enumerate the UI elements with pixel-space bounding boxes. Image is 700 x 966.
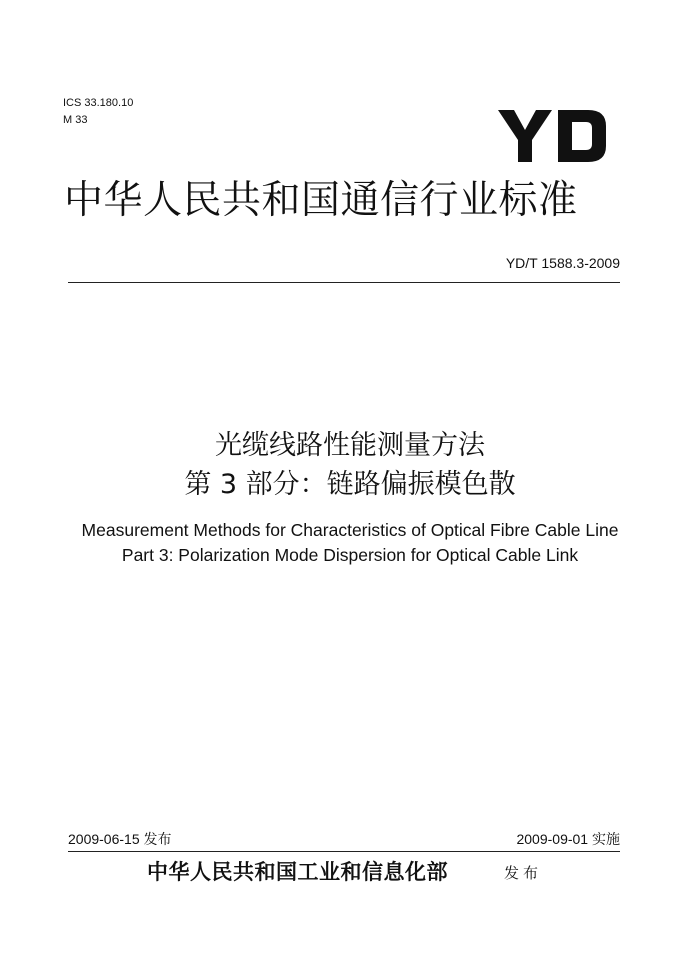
implementation-date: 2009-09-01 实施	[516, 831, 620, 847]
top-divider	[68, 282, 620, 283]
publisher-name: 中华人民共和国工业和信息化部	[147, 859, 448, 884]
title-english-line-2: Part 3: Polarization Mode Dispersion for Optical Cable Link	[121, 545, 579, 565]
yd-logo	[498, 106, 610, 166]
ics-code: ICS 33.180.10	[63, 97, 134, 109]
title-chinese-line-2: 第 3 部分：链路偏振模色散	[184, 469, 516, 500]
bottom-divider	[68, 851, 620, 852]
issue-date: 2009-06-15 发布	[68, 831, 172, 847]
title-chinese-line-1: 光缆线路性能测量方法	[215, 430, 485, 461]
ccs-code: M 33	[63, 114, 88, 126]
standard-category-title: 中华人民共和国通信行业标准	[64, 178, 578, 223]
publish-label: 发布	[504, 864, 543, 882]
title-english-line-1: Measurement Methods for Characteristics of Optical Fibre Cable Line	[81, 520, 619, 540]
standard-number: YD/T 1588.3-2009	[505, 255, 620, 271]
